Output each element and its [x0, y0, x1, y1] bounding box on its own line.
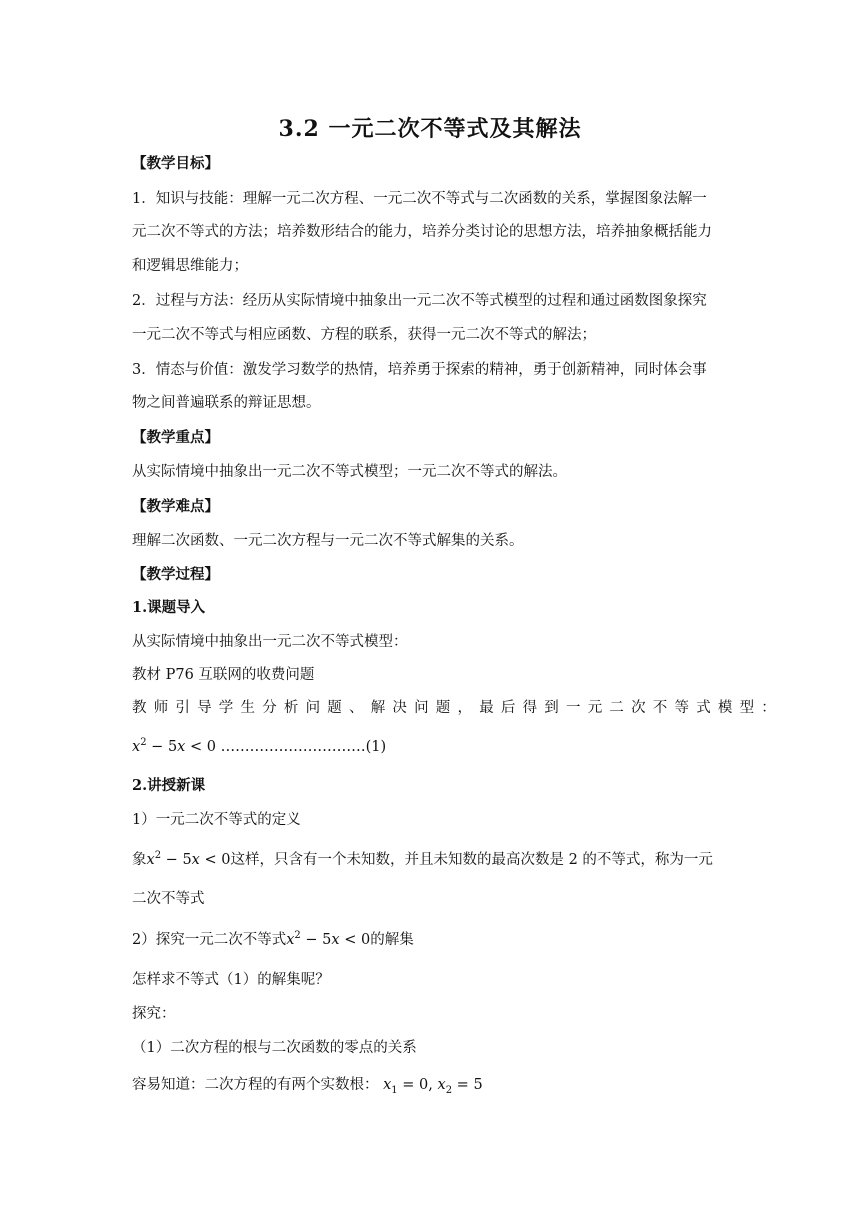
- subsection-2-heading: [132, 930, 732, 950]
- objective-1-line-1: 1．知识与技能：理解一元二次方程、一元二次不等式与二次函数的关系，掌握图象法解一: [132, 191, 707, 207]
- difficulties-heading: 【教学难点】: [132, 498, 219, 515]
- roots-prefix: 容易知道：二次方程的有两个实数根：: [132, 1077, 379, 1093]
- key-points-heading: 【教学重点】: [132, 429, 219, 446]
- section-1-line-3: 教师引导学生分析问题、解决问题，最后得到一元二次不等式模型：: [132, 700, 783, 716]
- key-points-text: 从实际情境中抽象出一元二次不等式模型；一元二次不等式的解法。: [132, 464, 567, 480]
- section-1-line-1: 从实际情境中抽象出一元二次不等式模型：: [132, 634, 408, 650]
- question-line: 怎样求不等式（1）的解集呢？: [132, 972, 330, 988]
- explore-label: 探究：: [132, 1006, 176, 1022]
- section-2-heading: 2.讲授新课: [132, 777, 206, 794]
- objective-1-line-3: 和逻辑思维能力；: [132, 258, 248, 274]
- subsection-2-prefix: 2）探究一元二次不等式: [132, 932, 287, 948]
- formula-line: [132, 737, 732, 757]
- subsection-1-heading: 1）一元二次不等式的定义: [132, 812, 301, 828]
- inequality-formula: $x^2 - 5x < 0$: [132, 737, 216, 755]
- definition-suffix: 这样，只含有一个未知数，并且未知数的最高次数是 2 的不等式，称为一元: [230, 852, 713, 868]
- objective-1-line-2: 元二次不等式的方法；培养数形结合的能力，培养分类讨论的思想方法，培养抽象概括能力: [132, 224, 712, 240]
- section-1-line-2: 教材 P76 互联网的收费问题: [132, 667, 315, 683]
- explore-item-1: （1）二次方程的根与二次函数的零点的关系: [132, 1040, 417, 1056]
- roots-formula: $x_1 = 0$, $x_2 = 5$: [383, 1077, 483, 1096]
- objective-2-line-1: 2．过程与方法：经历从实际情境中抽象出一元二次不等式模型的过程和通过函数图象探究: [132, 293, 707, 309]
- objective-3-line-1: 3．情态与价值：激发学习数学的热情，培养勇于探索的精神，勇于创新精神，同时体会事: [132, 362, 707, 378]
- objective-3-line-2: 物之间普遍联系的辩证思想。: [132, 395, 321, 411]
- difficulties-text: 理解二次函数、一元二次方程与一元二次不等式解集的关系。: [132, 533, 524, 549]
- section-1-heading: 1.课题导入: [132, 599, 206, 616]
- definition-prefix: 象: [132, 852, 147, 868]
- page-title: 3.2 一元二次不等式及其解法: [278, 116, 582, 142]
- objectives-heading: 【教学目标】: [132, 155, 219, 172]
- objective-2-line-2: 一元二次不等式与相应函数、方程的联系，获得一元二次不等式的解法；: [132, 327, 596, 343]
- subsection-2-formula: $x^2 - 5x < 0$: [286, 930, 371, 948]
- formula-leader-dots: …………………………: [220, 739, 366, 755]
- roots-line: [132, 1075, 732, 1095]
- definition-line-1: [132, 850, 732, 870]
- definition-formula: $x^2 - 5x < 0$: [146, 850, 231, 868]
- subsection-2-suffix: 的解集: [370, 932, 414, 948]
- definition-line-2: 二次不等式: [132, 891, 205, 907]
- process-heading: 【教学过程】: [132, 566, 219, 583]
- formula-number: (1): [365, 739, 387, 755]
